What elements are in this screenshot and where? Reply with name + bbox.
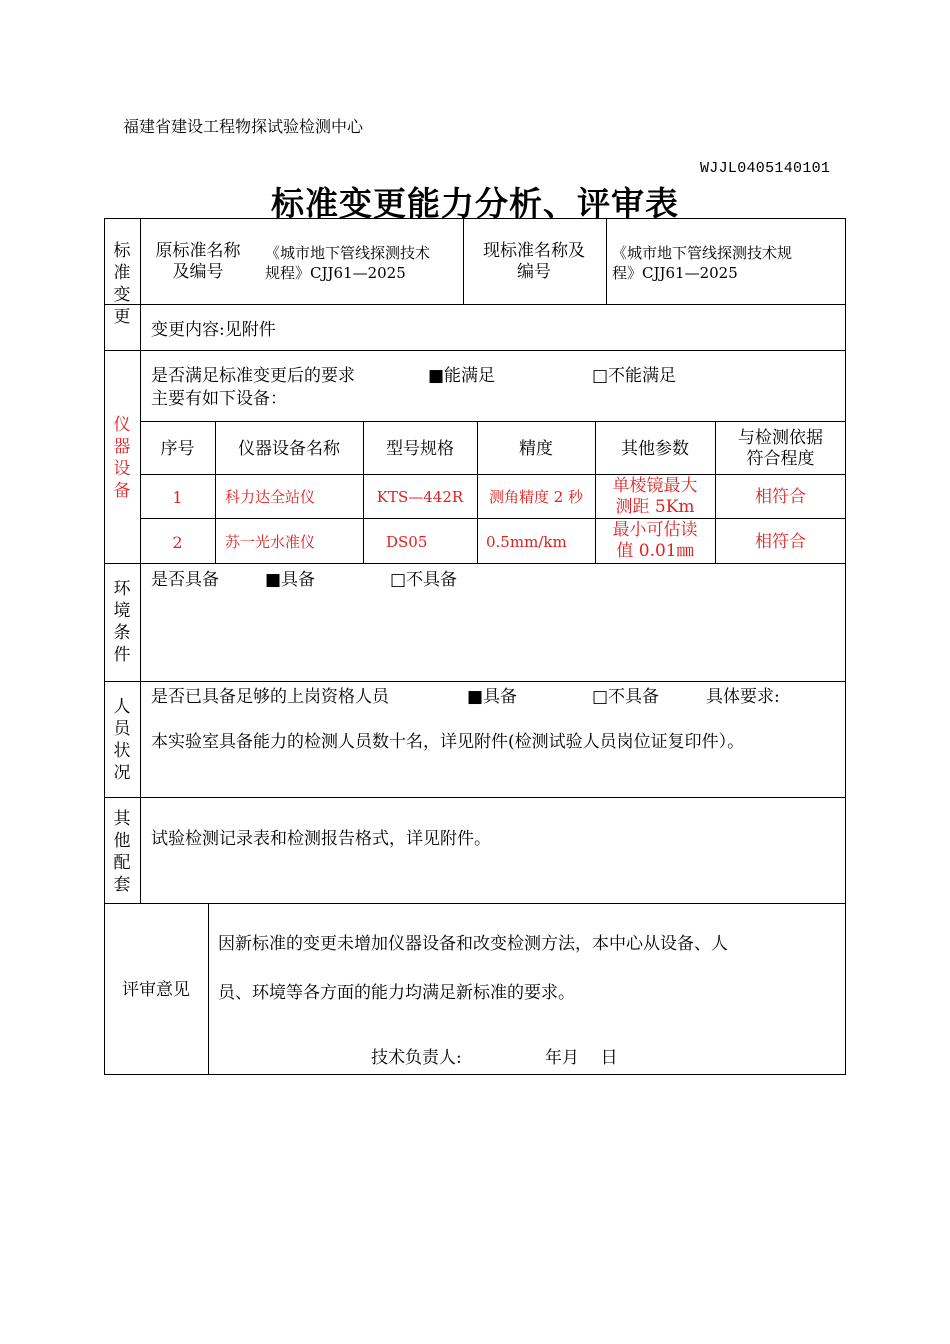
new-standard-label: 现标准名称及 编号	[483, 241, 585, 282]
row2-index: 2	[172, 533, 183, 552]
col-header-accuracy: 精度	[519, 439, 553, 459]
environment-question: 是否具备	[151, 570, 219, 590]
equipment-option-yes: ■能满足	[428, 366, 496, 386]
change-content: 变更内容:见附件	[151, 320, 276, 340]
section-label-standard-change: 标 准 变 更	[113, 241, 131, 327]
row2-other-params: 最小可估读 值 0.01㎜	[612, 520, 698, 561]
equipment-question: 是否满足标准变更后的要求	[151, 366, 355, 386]
section-label-personnel: 人 员 状 况	[113, 697, 131, 783]
row2-accuracy: 0.5mm/km	[486, 533, 567, 551]
review-label: 评审意见	[122, 980, 190, 1000]
col-header-model: 型号规格	[386, 439, 454, 459]
col-header-name: 仪器设备名称	[238, 439, 340, 459]
row2-model: DS05	[386, 533, 428, 551]
personnel-option-yes: ■具备	[467, 687, 518, 707]
section-label-equipment: 仪 器 设 备	[113, 415, 131, 501]
review-date: 年月 日	[545, 1048, 618, 1068]
col-header-conformity: 与检测依据 符合程度	[738, 428, 823, 469]
equipment-option-no: □不能满足	[592, 366, 677, 386]
col-header-other-params: 其他参数	[621, 439, 689, 459]
form-code: WJJL0405140101	[700, 160, 831, 177]
review-opinion-line2: 员、环境等各方面的能力均满足新标准的要求。	[218, 983, 575, 1003]
review-signer: 技术负责人:	[371, 1048, 462, 1068]
row2-conformity: 相符合	[755, 532, 806, 552]
original-standard-label: 原标准名称 及编号	[155, 241, 241, 282]
environment-option-no: □不具备	[390, 570, 458, 590]
row1-index: 1	[172, 488, 183, 507]
row1-name: 科力达全站仪	[225, 488, 316, 506]
new-standard-value: 《城市地下管线探测技术规 程》CJJ61—2025	[612, 244, 793, 282]
personnel-detail: 本实验室具备能力的检测人员数十名，详见附件(检测试验人员岗位证复印件）。	[151, 732, 745, 752]
row1-conformity: 相符合	[755, 487, 806, 507]
row1-accuracy: 测角精度 2 秒	[488, 488, 584, 506]
review-opinion-line1: 因新标准的变更未增加仪器设备和改变检测方法，本中心从设备、人	[218, 934, 728, 954]
row1-other-params: 单棱镜最大 测距 5Km	[612, 476, 698, 517]
col-header-index: 序号	[160, 439, 195, 459]
section-label-other: 其 他 配 套	[113, 809, 131, 895]
environment-option-yes: ■具备	[265, 570, 316, 590]
personnel-requirement: 具体要求:	[706, 687, 780, 707]
form-title: 标准变更能力分析、评审表	[271, 184, 679, 223]
section-label-environment: 环 境 条 件	[113, 579, 131, 665]
organization-name: 福建省建设工程物探试验检测中心	[123, 117, 364, 136]
row1-model: KTS—442R	[376, 488, 464, 506]
personnel-option-no: □不具备	[592, 687, 660, 707]
original-standard-value: 《城市地下管线探测技术 规程》CJJ61—2025	[265, 244, 431, 282]
personnel-question: 是否已具备足够的上岗资格人员	[151, 687, 389, 707]
other-detail: 试验检测记录表和检测报告格式，详见附件。	[151, 829, 491, 849]
equipment-main-line: 主要有如下设备：	[151, 389, 287, 409]
row2-name: 苏一光水准仪	[225, 533, 316, 551]
